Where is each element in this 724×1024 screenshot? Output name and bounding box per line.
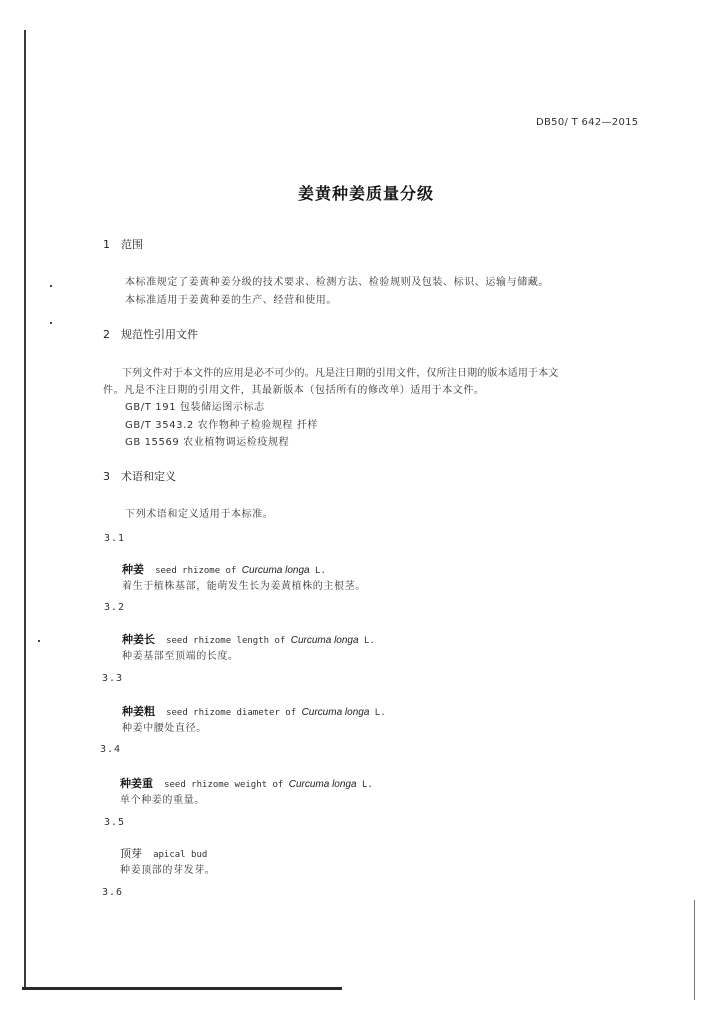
term-definition: 单个种姜的重量。 bbox=[120, 795, 205, 806]
term-definition: 种姜中腰处直径。 bbox=[122, 723, 207, 734]
term-english: apical bud bbox=[153, 850, 208, 860]
reference-item: GB/T 3543.2 农作物种子检验规程 扦样 bbox=[125, 420, 319, 431]
section-heading-normative-references: 2 规范性引用文件 bbox=[103, 328, 198, 341]
term-chinese: 种姜粗 bbox=[122, 705, 155, 718]
scan-speck bbox=[50, 322, 52, 324]
term-entry bbox=[120, 842, 207, 861]
term-entry bbox=[122, 628, 375, 647]
term-entry bbox=[122, 558, 326, 577]
term-entry bbox=[120, 772, 373, 791]
term-latin-name: Curcuma longa bbox=[288, 779, 357, 790]
term-entry bbox=[122, 700, 386, 719]
term-number: 3.4 bbox=[100, 744, 122, 755]
term-latin-name: Curcuma longa bbox=[301, 707, 370, 718]
term-number: 3.5 bbox=[104, 817, 126, 828]
term-english: seed rhizome of bbox=[155, 566, 242, 576]
scan-edge-left bbox=[24, 30, 26, 990]
page-title: 姜黄种姜质量分级 bbox=[298, 184, 435, 203]
scan-edge-bottom bbox=[22, 987, 342, 990]
term-suffix: L. bbox=[358, 636, 375, 646]
term-suffix: L. bbox=[309, 566, 326, 576]
reference-item: GB/T 191 包装储运图示标志 bbox=[125, 402, 265, 413]
reference-item: GB 15569 农业植物调运检疫规程 bbox=[125, 437, 290, 448]
term-suffix: L. bbox=[356, 780, 373, 790]
section-heading-terms: 3 术语和定义 bbox=[103, 470, 176, 483]
term-latin-name: Curcuma longa bbox=[290, 635, 359, 646]
scan-edge-right bbox=[694, 900, 695, 1000]
section-heading-scope: 1 范围 bbox=[103, 238, 143, 251]
term-chinese: 种姜 bbox=[122, 563, 144, 576]
paragraph: 本标准适用于姜黄种姜的生产、经营和使用。 bbox=[125, 295, 337, 306]
term-chinese: 种姜重 bbox=[120, 777, 153, 790]
scan-speck bbox=[38, 640, 40, 642]
term-english: seed rhizome weight of bbox=[164, 780, 289, 790]
term-chinese: 种姜长 bbox=[122, 633, 155, 646]
term-number: 3.3 bbox=[102, 673, 124, 684]
term-chinese: 顶芽 bbox=[120, 847, 142, 860]
paragraph-line: 下列文件对于本文件的应用是必不可少的。凡是注日期的引用文件，仅所注日期的版本适用于本文 bbox=[122, 368, 559, 379]
term-definition: 种姜顶部的芽发芽。 bbox=[120, 865, 216, 876]
paragraph: 下列术语和定义适用于本标准。 bbox=[125, 509, 274, 520]
term-number: 3.1 bbox=[104, 533, 126, 544]
document-number: DB50/ T 642—2015 bbox=[536, 117, 639, 128]
term-latin-name: Curcuma longa bbox=[241, 565, 310, 576]
paragraph: 本标准规定了姜黄种姜分级的技术要求、检测方法、检验规则及包装、标识、运输与储藏。 bbox=[125, 277, 549, 288]
scan-speck bbox=[50, 285, 52, 287]
term-definition: 种姜基部至顶端的长度。 bbox=[122, 651, 239, 662]
paragraph-line: 件。凡是不注日期的引用文件，其最新版本（包括所有的修改单）适用于本文件。 bbox=[103, 385, 485, 396]
term-english: seed rhizome diameter of bbox=[166, 708, 302, 718]
term-number: 3.2 bbox=[104, 602, 126, 613]
term-english: seed rhizome length of bbox=[166, 636, 291, 646]
term-definition: 着生于植株基部，能萌发生长为姜黄植株的主根茎。 bbox=[122, 581, 366, 592]
term-number: 3.6 bbox=[102, 887, 124, 898]
term-suffix: L. bbox=[369, 708, 386, 718]
